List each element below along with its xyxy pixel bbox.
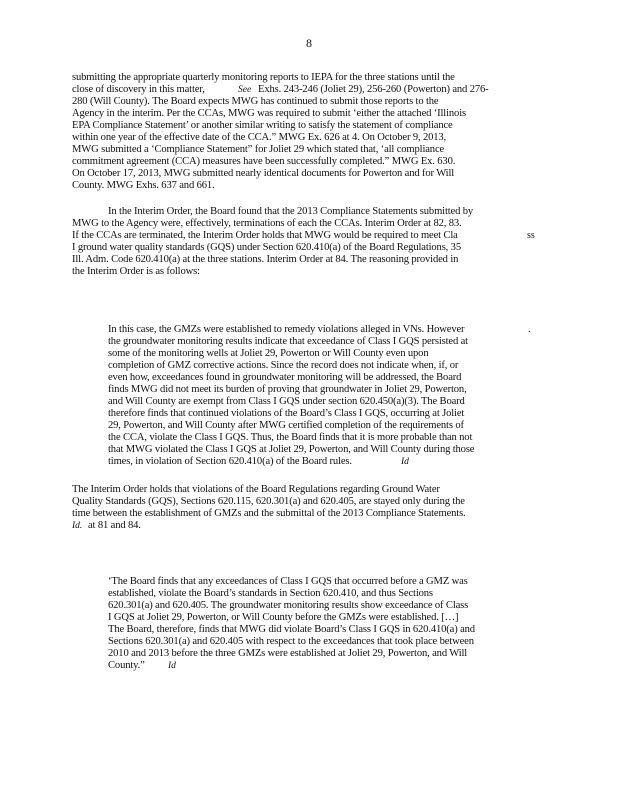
text-line: 280 (Will County). The Board expects MWG has continued to submit those reports to the bbox=[72, 96, 439, 107]
quote-line: finds MWG did not meet its burden of proving that groundwater in Joliet 29, Powerton, bbox=[108, 384, 467, 395]
text-line: In the Interim Order, the Board found that the 2013 Compliance Statements submitted by bbox=[108, 206, 474, 217]
text-line: On October 17, 2013, MWG submitted nearly identical documents for Powerton and for Will bbox=[72, 168, 455, 179]
text-line: close of discovery in this matter, bbox=[72, 84, 205, 95]
quote-line: completion of GMZ corrective actions. Since the record does not indicate when, if, or bbox=[108, 360, 459, 371]
text-line: the Interim Order is as follows: bbox=[72, 266, 200, 277]
text-line: MWG to the Agency were, effectively, terminations of each the CCAs. Interim Order at 82, 83. bbox=[72, 218, 462, 229]
text-line: commitment agreement (CCA) measures have been successfully completed.” MWG Ex. 630. bbox=[72, 156, 456, 167]
quote-line: times, in violation of Section 620.410(a) of the Board rules. bbox=[108, 456, 352, 467]
text-line: Agency in the interim. Per the CCAs, MWG was required to submit ‘either the attached ‘Illinois bbox=[72, 108, 466, 119]
quote-line: and Will County are exempt from Class I GQS under section 620.450(a)(3). The Board bbox=[108, 396, 465, 407]
text-line: I ground water quality standards (GQS) under Section 620.410(a) of the Board Regulations, 35 bbox=[72, 242, 461, 253]
text-line: The Interim Order holds that violations of the Board Regulations regarding Ground Water bbox=[72, 484, 440, 495]
stray-mark: . bbox=[528, 324, 531, 335]
text-line: EPA Compliance Statement’ or another similar writing to satisfy the statement of compliance bbox=[72, 120, 453, 131]
text-line: Quality Standards (GQS), Sections 620.115, 620.301(a) and 620.405, are stayed only during the bbox=[72, 496, 465, 507]
citation-signal-see: See bbox=[238, 85, 252, 95]
citation-id: Id. bbox=[72, 521, 83, 531]
text-line: within one year of the effective date of the CCA.” MWG Ex. 626 at 4. On October 9, 2013, bbox=[72, 132, 447, 143]
quote-line: In this case, the GMZs were established to remedy violations alleged in VNs. However bbox=[108, 324, 465, 335]
citation-id: Id bbox=[401, 457, 409, 467]
quote-line: 2010 and 2013 before the three GMZs were established at Joliet 29, Powerton, and Will bbox=[108, 648, 468, 659]
text-line: submitting the appropriate quarterly monitoring reports to IEPA for the three stations until the bbox=[72, 72, 455, 83]
quote-line: County.” bbox=[108, 660, 145, 671]
stray-text: ss bbox=[527, 230, 535, 241]
text-line: MWG submitted a ‘Compliance Statement” for Joliet 29 which stated that, ‘all compliance bbox=[72, 144, 445, 155]
text-line: at 81 and 84. bbox=[88, 520, 141, 531]
quote-line: the groundwater monitoring results indicate that exceedance of Class I GQS persisted at bbox=[108, 336, 468, 347]
page-number: 8 bbox=[306, 36, 312, 50]
quote-line: some of the monitoring wells at Joliet 29, Powerton or Will County even upon bbox=[108, 348, 429, 359]
quote-line: 620.301(a) and 620.405. The groundwater monitoring results show exceedance of Class bbox=[108, 600, 469, 611]
quote-line: established, violate the Board’s standards in Section 620.410, and thus Sections bbox=[108, 588, 433, 599]
text-line: Exhs. 243-246 (Joliet 29), 256-260 (Powerton) and 276- bbox=[258, 84, 489, 95]
quote-line: I GQS at Joliet 29, Powerton, or Will County before the GMZs were established. […] bbox=[108, 612, 459, 623]
text-line: County. MWG Exhs. 637 and 661. bbox=[72, 180, 215, 191]
quote-line: therefore finds that continued violations of the Board’s Class I GQS, occurring at Joliet bbox=[108, 408, 465, 419]
text-line: time between the establishment of GMZs and the submittal of the 2013 Compliance Statements. bbox=[72, 508, 466, 519]
text-line: Ill. Adm. Code 620.410(a) at the three stations. Interim Order at 84. The reasoning provided in bbox=[72, 254, 459, 265]
quote-line: The Board, therefore, finds that MWG did violate Board’s Class I GQS in 620.410(a) and bbox=[108, 624, 475, 635]
quote-line: that MWG violated the Class I GQS at Joliet 29, Powerton, and Will County during those bbox=[108, 444, 475, 455]
quote-line: the CCA, violate the Class I GQS. Thus, the Board finds that it is more probable than not bbox=[108, 432, 473, 443]
citation-id: Id bbox=[168, 661, 176, 671]
quote-line: 29, Powerton, and Will County after MWG certified completion of the requirements of bbox=[108, 420, 464, 431]
quote-line: Sections 620.301(a) and 620.405 with respect to the exceedances that took place between bbox=[108, 636, 474, 647]
quote-line: ‘The Board finds that any exceedances of Class I GQS that occurred before a GMZ was bbox=[108, 576, 468, 587]
text-line: If the CCAs are terminated, the Interim Order holds that MWG would be required to meet Cla bbox=[72, 230, 458, 241]
quote-line: even how, exceedances found in groundwater monitoring will be addressed, the Board bbox=[108, 372, 462, 383]
